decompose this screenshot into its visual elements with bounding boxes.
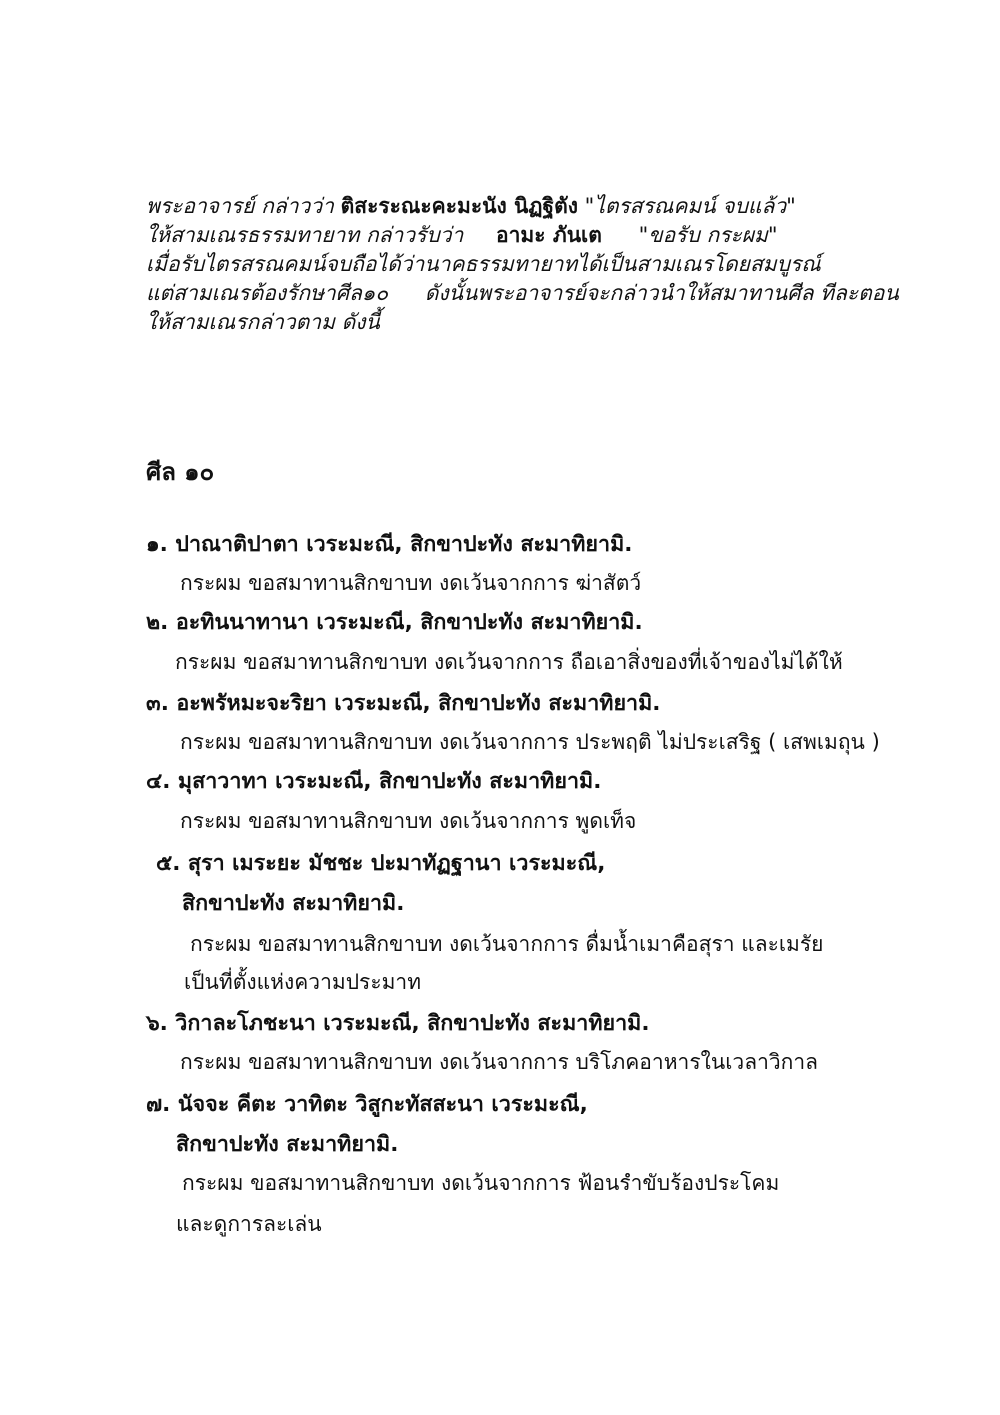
precept-5-pali-line-2: สิกขาปะทัง สะมาทิยามิ. [182, 891, 405, 916]
precept-7-thai-line-2: และดูการละเล่น [176, 1212, 322, 1236]
intro-text: "ไตรสรณคมน์ จบแล้ว" [584, 194, 796, 218]
precept-3-pali: ๓. อะพรัหมะจะริยา เวระมะณี, สิกขาปะทัง สะมาทิยามิ. [146, 691, 661, 716]
precept-5-thai-line-2: เป็นที่ตั้งแห่งความประมาท [184, 970, 422, 994]
intro-line-4 [146, 279, 966, 308]
precept-5-pali-line-1: ๕. สุรา เมระยะ มัชชะ ปะมาทัฏฐานา เวระมะณี, [156, 851, 606, 876]
section-heading: ศีล ๑๐ [146, 458, 215, 486]
precept-2-thai: กระผม ขอสมาทานสิกขาบท งดเว้นจากการ ถือเอาสิ่งของที่เจ้าของไม่ได้ให้ [175, 650, 843, 674]
precept-4-pali: ๔. มุสาวาทา เวระมะณี, สิกขาปะทัง สะมาทิยามิ. [146, 769, 602, 794]
intro-text: ให้สามเณรธรรมทายาท กล่าวรับว่า [146, 223, 464, 247]
intro-paragraph [146, 192, 966, 337]
intro-text: แต่สามเณรต้องรักษาศีล๑๐ [146, 281, 389, 305]
precept-4-thai: กระผม ขอสมาทานสิกขาบท งดเว้นจากการ พูดเท็จ [180, 809, 637, 833]
precept-1-thai: กระผม ขอสมาทานสิกขาบท งดเว้นจากการ ฆ่าสัตว์ [180, 571, 642, 595]
intro-line-1 [146, 192, 966, 221]
intro-text: พระอาจารย์ กล่าวว่า [146, 194, 334, 218]
intro-line-5: ให้สามเณรกล่าวตาม ดังนี้ [146, 310, 380, 334]
precept-7-thai-line-1: กระผม ขอสมาทานสิกขาบท งดเว้นจากการ ฟ้อนรำขับร้องประโคม [182, 1171, 780, 1195]
pali-phrase: อามะ ภันเต [496, 223, 602, 247]
precept-5-thai-line-1: กระผม ขอสมาทานสิกขาบท งดเว้นจากการ ดื่มน้ำเมาคือสุรา และเมรัย [190, 932, 824, 956]
precept-2-pali: ๒. อะทินนาทานา เวระมะณี, สิกขาปะทัง สะมาทิยามิ. [146, 610, 643, 635]
intro-line-3: เมื่อรับไตรสรณคมน์จบถือได้ว่านาคธรรมทายาทได้เป็นสามเณรโดยสมบูรณ์ [146, 252, 821, 276]
precept-7-pali-line-1: ๗. นัจจะ คีตะ วาทิตะ วิสูกะทัสสะนา เวระมะณี, [146, 1092, 588, 1117]
intro-line-2 [146, 221, 966, 250]
intro-text: ดังนั้นพระอาจารย์จะกล่าวนำให้สมาทานศีล ทีละตอน [424, 281, 899, 305]
precept-3-thai: กระผม ขอสมาทานสิกขาบท งดเว้นจากการ ประพฤติ ไม่ประเสริฐ ( เสพเมถุน ) [180, 730, 880, 754]
precept-1-pali: ๑. ปาณาติปาตา เวระมะณี, สิกขาปะทัง สะมาทิยามิ. [146, 532, 633, 557]
precept-6-thai: กระผม ขอสมาทานสิกขาบท งดเว้นจากการ บริโภคอาหารในเวลาวิกาล [180, 1050, 819, 1074]
precept-7-pali-line-2: สิกขาปะทัง สะมาทิยามิ. [176, 1132, 399, 1157]
intro-text: "ขอรับ กระผม" [638, 223, 778, 247]
precept-6-pali: ๖. วิกาละโภชะนา เวระมะณี, สิกขาปะทัง สะมาทิยามิ. [146, 1011, 650, 1036]
pali-phrase: ติสะระณะคะมะนัง นิฏฐิตัง [340, 194, 578, 218]
